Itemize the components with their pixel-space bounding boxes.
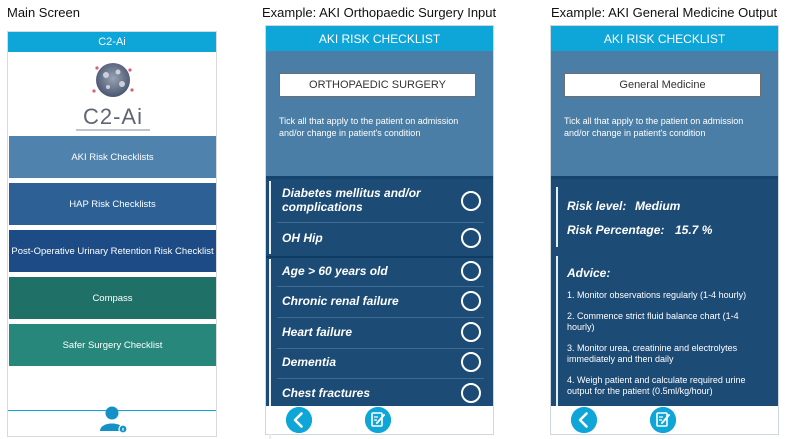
aki-risk-checklists-button[interactable]: AKI Risk Checklists — [9, 136, 216, 178]
item-chest-fractures: Chest fractures — [282, 386, 371, 400]
item-diabetes: Diabetes mellitus and/or complications — [282, 186, 421, 214]
risk-level-label: Risk level: — [567, 199, 627, 213]
risk-percentage-value: 15.7 % — [675, 223, 713, 237]
separator — [277, 317, 484, 318]
instruction-text: Tick all that apply to the patient on admission and/or change in patient's condition — [564, 116, 744, 138]
user-profile-icon[interactable] — [99, 404, 129, 434]
advice-item: 3. Monitor urea, creatinine and electrolytes immediately and then daily — [567, 343, 738, 364]
risk-summary — [556, 187, 773, 247]
edit-form-icon[interactable] — [650, 407, 676, 433]
specialty-selector[interactable]: ORTHOPAEDIC SURGERY — [279, 73, 476, 97]
screen-footer — [266, 406, 493, 434]
gm-output-screen — [550, 25, 779, 435]
gm-caption: Example: AKI General Medicine Output — [551, 5, 778, 20]
risk-percentage-label: Risk Percentage: — [567, 223, 665, 237]
screen-title: AKI RISK CHECKLIST — [551, 26, 778, 51]
checklist-header — [551, 51, 778, 176]
advice-item: 1. Monitor observations regularly (1-4 hourly) — [567, 290, 747, 300]
screen-footer — [551, 406, 778, 434]
item-oh-hip-checkbox[interactable] — [461, 228, 481, 248]
separator — [277, 286, 484, 287]
separator — [277, 348, 484, 349]
screen-title: AKI RISK CHECKLIST — [266, 26, 493, 51]
item-dementia-checkbox[interactable] — [461, 352, 481, 372]
main-screen — [7, 31, 217, 437]
item-oh-hip: OH Hip — [282, 231, 323, 245]
item-chronic-renal-checkbox[interactable] — [461, 291, 481, 311]
ortho-input-screen — [265, 25, 494, 435]
group-divider — [266, 256, 493, 258]
item-heart-failure: Heart failure — [282, 325, 353, 339]
item-age-checkbox[interactable] — [461, 261, 481, 281]
item-chronic-renal: Chronic renal failure — [282, 294, 399, 308]
item-age: Age > 60 years old — [282, 264, 388, 278]
edit-form-icon[interactable] — [365, 407, 391, 433]
ortho-caption: Example: AKI Orthopaedic Surgery Input — [262, 5, 497, 20]
item-diabetes-checkbox[interactable] — [461, 191, 481, 211]
back-chevron-icon[interactable] — [286, 407, 312, 433]
app-title-bar: C2-Ai — [8, 32, 216, 52]
item-heart-failure-checkbox[interactable] — [461, 322, 481, 342]
advice-item: 2. Commence strict fluid balance chart (1-4 hourly) — [567, 311, 739, 332]
advice-section — [556, 256, 773, 428]
item-chest-fractures-checkbox[interactable] — [461, 383, 481, 403]
hap-risk-checklists-button[interactable]: HAP Risk Checklists — [9, 183, 216, 225]
risk-output — [551, 179, 778, 406]
compass-button[interactable]: Compass — [9, 277, 216, 319]
advice-item: 4. Weigh patient and calculate required urine output for the patient (0.5ml/kg/hour) — [567, 375, 746, 396]
separator — [277, 378, 484, 379]
item-dementia: Dementia — [282, 355, 337, 369]
safer-surgery-checklist-button[interactable]: Safer Surgery Checklist — [9, 324, 216, 366]
main-screen-caption: Main Screen — [7, 5, 80, 20]
instruction-text: Tick all that apply to the patient on admission and/or change in patient's condition — [279, 116, 459, 138]
urinary-retention-checklist-button[interactable]: Post-Operative Urinary Retention Risk Checklist — [9, 230, 216, 272]
logo-text: C2-Ai — [82, 104, 144, 129]
advice-title: Advice: — [567, 266, 611, 280]
specialty-selector[interactable]: General Medicine — [564, 73, 761, 97]
c2ai-logo — [68, 60, 158, 140]
back-chevron-icon[interactable] — [571, 407, 597, 433]
separator — [277, 222, 484, 223]
checklist-group — [269, 181, 490, 254]
checklist-list — [266, 179, 493, 406]
risk-level-value: Medium — [635, 199, 681, 213]
checklist-header — [266, 51, 493, 176]
